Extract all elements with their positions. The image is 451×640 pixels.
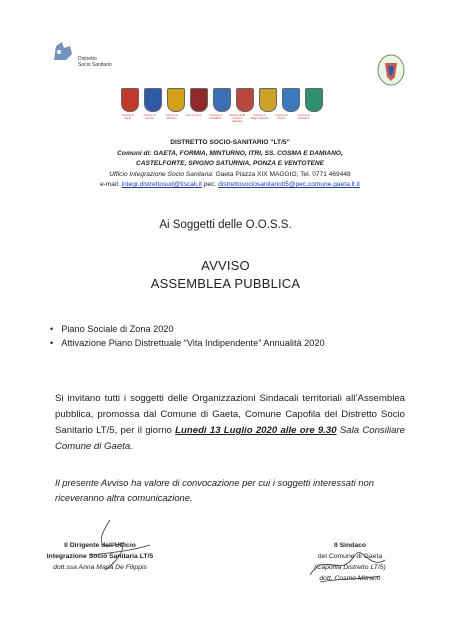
municipality-shield-label: Comune di Spigno Saturnia <box>250 114 269 120</box>
municipality-shield-icon <box>144 88 162 112</box>
signer-left-role: Il Dirigente dell’Ufficio <box>64 542 136 549</box>
agenda-item: • Attivazione Piano Distrettuale “Vita Indipendente” Annualità 2020 <box>50 336 325 350</box>
municipality-shields <box>121 88 323 112</box>
municipality-shield-label: Comune di Minturno <box>165 114 178 120</box>
invitation-text: Si invitano tutti i soggetti delle Organizzazioni Sindacali territoriali all’Assemblea pubblica, promossa dal Comune di Gaeta, Comune Capofila del Distretto Socio Sanitario LT/5, per il giorno <box>55 393 405 436</box>
comuni-line-2: CASTELFORTE, SPIGNO SATURNIA, PONZA E VENTOTENE <box>135 160 325 167</box>
municipality-shield-label: Comune di Ponza <box>275 114 288 120</box>
office-label: Ufficio Integrazione Socio Sanitaria: <box>109 170 214 178</box>
recipients-line: Ai Soggetti delle O.O.S.S. <box>159 219 292 231</box>
municipality-shield-labels <box>118 114 313 123</box>
municipality-shield-icon <box>121 88 139 112</box>
signer-right-office: del Comune di Gaeta <box>317 553 383 560</box>
municipality-shield-label: Comune di Formia <box>143 114 156 120</box>
office-address: Gaeta Piazza XIX MAGGIO, Tel. 0771 469448 <box>213 170 351 178</box>
municipality-shield-icon <box>236 88 254 112</box>
signer-right-role: Il Sindaco <box>333 542 367 549</box>
agenda-item: • Piano Sociale di Zona 2020 <box>50 322 325 336</box>
municipality-shield-icon <box>213 88 231 112</box>
signature-block-right <box>280 540 420 584</box>
invitation-paragraph <box>55 391 405 455</box>
notice-title-line2: ASSEMBLEA PUBBLICA <box>150 276 301 291</box>
contact-line <box>40 180 420 191</box>
pec-link[interactable]: distrettosociosanitariolt5@pec.comune.gaeta.lt.it <box>218 181 361 188</box>
pec-label: pec: <box>201 181 219 188</box>
district-label-line2: Socio Sanitario <box>78 62 112 68</box>
email-link[interactable]: integr.distrettosud@tiscali.it <box>121 181 202 188</box>
signature-block-left <box>30 540 170 573</box>
district-label-line1: Distretto <box>78 56 97 62</box>
agenda-list <box>50 322 325 350</box>
regional-emblem <box>376 53 406 87</box>
notice-title-line1: AVVISO <box>201 258 250 273</box>
municipality-shield-icon <box>190 88 208 112</box>
district-logo <box>50 40 76 64</box>
comuni-line-1: Comuni di: GAETA, FORMIA, MINTURNO, ITRI, SS. COSMA E DAMIANO, <box>117 149 343 157</box>
municipality-shield-icon <box>305 88 323 112</box>
meeting-date: Lunedì 13 Luglio 2020 alle ore 9.30 <box>175 425 337 436</box>
municipality-shield-label: Comune di Gaeta <box>121 114 134 120</box>
notice-title <box>0 257 451 293</box>
letterhead-text <box>40 138 420 191</box>
municipality-shield-icon <box>282 88 300 112</box>
signer-left-name: dott.ssa Anna Maria De Filippis <box>53 564 147 571</box>
email-label: e-mail: <box>99 181 122 188</box>
meeting-location: Sala Consiliare Comune di Gaeta. <box>55 425 405 452</box>
municipality-shield-icon <box>167 88 185 112</box>
municipality-shield-label: Comune di Ventotene <box>297 114 310 120</box>
district-title: DISTRETTO SOCIO-SANITARIO "LT/5" <box>170 139 290 146</box>
convocation-note: Il presente Avviso ha valore di convocazione per cui i soggetti interessati non riceveranno altra comunicazione. <box>55 477 374 503</box>
municipality-shield-label: Comune di Castelforte <box>209 114 222 120</box>
district-logo-label <box>78 56 112 68</box>
municipality-shield-icon <box>259 88 277 112</box>
signer-right-name: dott. Cosmo Mitrano <box>319 575 381 582</box>
municipality-shield-label: Comune di SS. Cosma e Damiano <box>229 114 246 123</box>
municipality-shield-label: Comune di Itri <box>185 114 202 117</box>
signer-right-note: (Capofila Distretto LT/5) <box>314 564 386 571</box>
signer-left-office: Integrazione Socio Sanitaria LT/5 <box>46 553 154 560</box>
office-line <box>40 170 420 181</box>
